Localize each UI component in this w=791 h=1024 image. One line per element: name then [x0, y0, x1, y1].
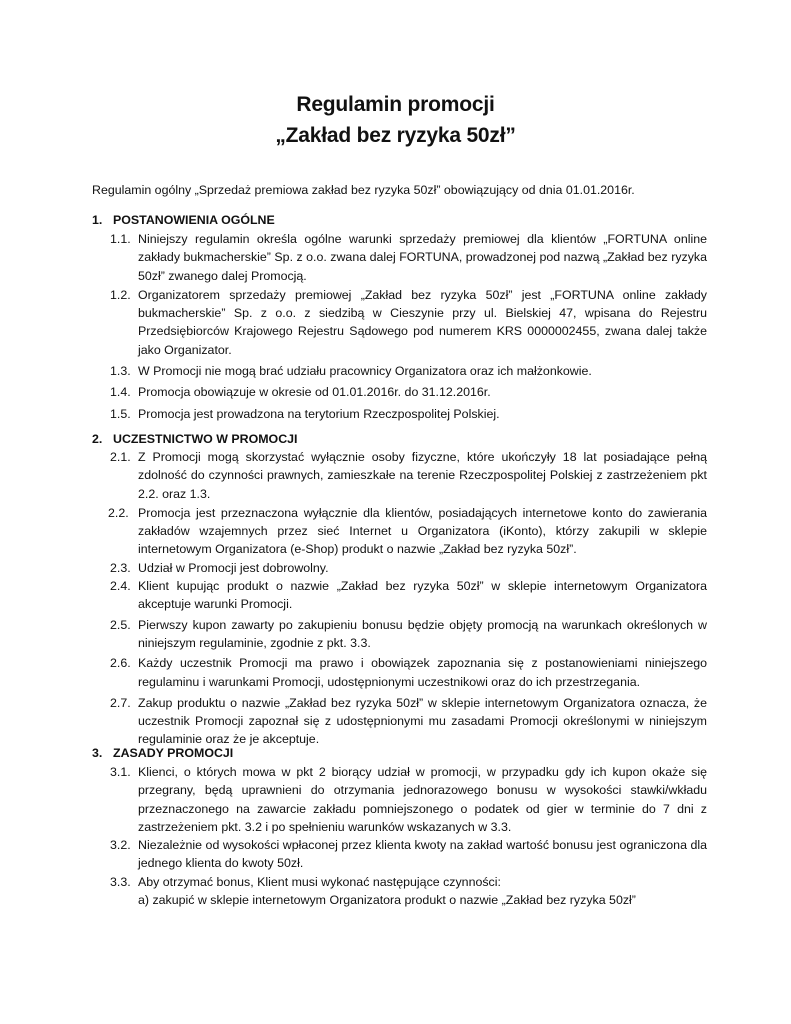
item-number: 1.3.: [110, 364, 131, 379]
list-item: [92, 448, 707, 503]
item-text: W Promocji nie mogą brać udziału pracownicy Organizatora oraz ich małżonkowie.: [138, 364, 592, 379]
item-number: 1.2.: [110, 287, 131, 302]
list-item: [92, 504, 707, 559]
item-text: Z Promocji mogą skorzystać wyłącznie osoby fizyczne, które ukończyły 18 lat posiadające pełną zdolność do czynności prawnych, zamieszkałe na terenie Rzeczpospolitej Polskiej z zastrzeżeniem pkt 2.2. oraz 1.3.: [138, 450, 707, 501]
section-heading: [92, 744, 707, 762]
item-number: 1.5.: [110, 406, 131, 421]
item-text: Aby otrzymać bonus, Klient musi wykonać następujące czynności:: [138, 874, 501, 889]
item-number: 2.4.: [110, 579, 131, 594]
section-zasady: [92, 744, 707, 909]
item-number: 2.1.: [110, 450, 131, 464]
list-item: [92, 559, 707, 577]
item-number: 3.2.: [110, 838, 131, 853]
list-item: [92, 763, 707, 836]
list-item: [92, 405, 707, 423]
section-title: UCZESTNICTWO W PROMOCJI: [113, 432, 298, 446]
item-text: Klienci, o których mowa w pkt 2 biorący udział w promocji, w przypadku gdy ich kupon okaże się przegrany, będą uprawnieni do otrzymania jednorazowego bonusu w wysokości stawki/wkładu przeznaczonego na zawarcie zakładu pomniejszonego o podatek od gier w terminie do 7 dni z zastrzeżeniem pkt. 3.2 i po spełnieniu warunków wskazanych w 3.3.: [138, 765, 707, 834]
item-number: 3.3.: [110, 874, 131, 889]
item-text: Zakup produktu o nazwie „Zakład bez ryzyka 50zł” w sklepie internetowym Organizatora oznacza, że uczestnik Promocji zapoznał się z udostępnionymi mu zasadami Promocji określonymi w niniejszym regulaminie oraz że je akceptuje.: [138, 695, 707, 747]
list-item: [92, 694, 707, 749]
item-text: Promocja jest prowadzona na terytorium Rzeczpospolitej Polskiej.: [138, 406, 500, 421]
list-item: [92, 362, 707, 380]
intro-paragraph: Regulamin ogólny „Sprzedaż premiowa zakład bez ryzyka 50zł” obowiązujący od dnia 01.01.2016r.: [92, 183, 635, 197]
list-item: [92, 654, 707, 691]
item-text: Niezależnie od wysokości wpłaconej przez klienta kwoty na zakład wartość bonusu jest ograniczona dla jednego klienta do kwoty 50zł.: [138, 838, 707, 871]
list-item: [92, 836, 707, 873]
title-line-2: „Zakład bez ryzyka 50zł”: [275, 124, 516, 147]
section-heading: [92, 430, 707, 448]
item-number: 1.1.: [110, 232, 131, 246]
section-number: 1.: [92, 213, 103, 227]
section-postanowienia: [92, 211, 707, 423]
item-text: Klient kupując produkt o nazwie „Zakład bez ryzyka 50zł” w sklepie internetowym Organizatora akceptuje warunki Promocji.: [138, 579, 707, 612]
item-number: 2.5.: [110, 617, 131, 632]
section-heading: [92, 211, 707, 229]
section-title: ZASADY PROMOCJI: [113, 746, 234, 760]
item-number: 1.4.: [110, 385, 131, 400]
item-text: Promocja jest przeznaczona wyłącznie dla klientów, posiadających internetowe konto do zawierania zakładów wzajemnych przez sieć Internet u Organizatora (iKonto), którzy zakupili w sklepie internetowym Organizatora (e-Shop) produkt o nazwie „Zakład bez ryzyka 50zł”.: [138, 505, 707, 557]
section-title: POSTANOWIENIA OGÓLNE: [113, 213, 275, 227]
list-item: [92, 873, 707, 910]
section-uczestnictwo: [92, 430, 707, 749]
item-text: Udział w Promocji jest dobrowolny.: [138, 560, 329, 575]
list-item: [92, 286, 707, 359]
item-text: Organizatorem sprzedaży premiowej „Zakład bez ryzyka 50zł” jest „FORTUNA online zakłady bukmacherskie” Sp. z o.o. z siedzibą w Cieszynie przy ul. Bielskiej 47, wpisana do Rejestru Przedsiębiorców Krajowego Rejestru Sądowego pod numerem KRS 0000002455, zwana dalej także jako Organizator.: [138, 287, 707, 357]
document-title: [0, 89, 791, 151]
list-item: [92, 383, 707, 401]
list-item: [92, 230, 707, 285]
item-text: Niniejszy regulamin określa ogólne warunki sprzedaży premiowej dla klientów „FORTUNA online zakłady bukmacherskie” Sp. z o.o. zwana dalej FORTUNA, prowadzonej pod nazwą „Zakład bez ryzyka 50zł” zwanego dalej Promocją.: [138, 232, 707, 283]
list-item: [92, 577, 707, 614]
item-number: 2.7.: [110, 695, 131, 710]
item-number: 2.2.: [108, 505, 129, 520]
list-item: [92, 616, 707, 653]
section-number: 3.: [92, 746, 103, 760]
item-subpoint: a) zakupić w sklepie internetowym Organizatora produkt o nazwie „Zakład bez ryzyka 50zł”: [138, 893, 636, 908]
title-line-1: Regulamin promocji: [296, 93, 495, 116]
section-number: 2.: [92, 432, 103, 446]
item-number: 2.3.: [110, 560, 131, 575]
item-number: 2.6.: [110, 656, 131, 671]
item-text: Każdy uczestnik Promocji ma prawo i obowiązek zapoznania się z postanowieniami niniejszego regulaminu i warunkami Promocji, udostępnionymi uczestnikowi oraz do ich przestrzegania.: [138, 656, 707, 689]
item-text: Pierwszy kupon zawarty po zakupieniu bonusu będzie objęty promocją na warunkach określonych w niniejszym regulaminie, zgodnie z pkt. 3.3.: [138, 617, 707, 650]
item-text: Promocja obowiązuje w okresie od 01.01.2016r. do 31.12.2016r.: [138, 385, 491, 400]
item-number: 3.1.: [110, 765, 131, 779]
